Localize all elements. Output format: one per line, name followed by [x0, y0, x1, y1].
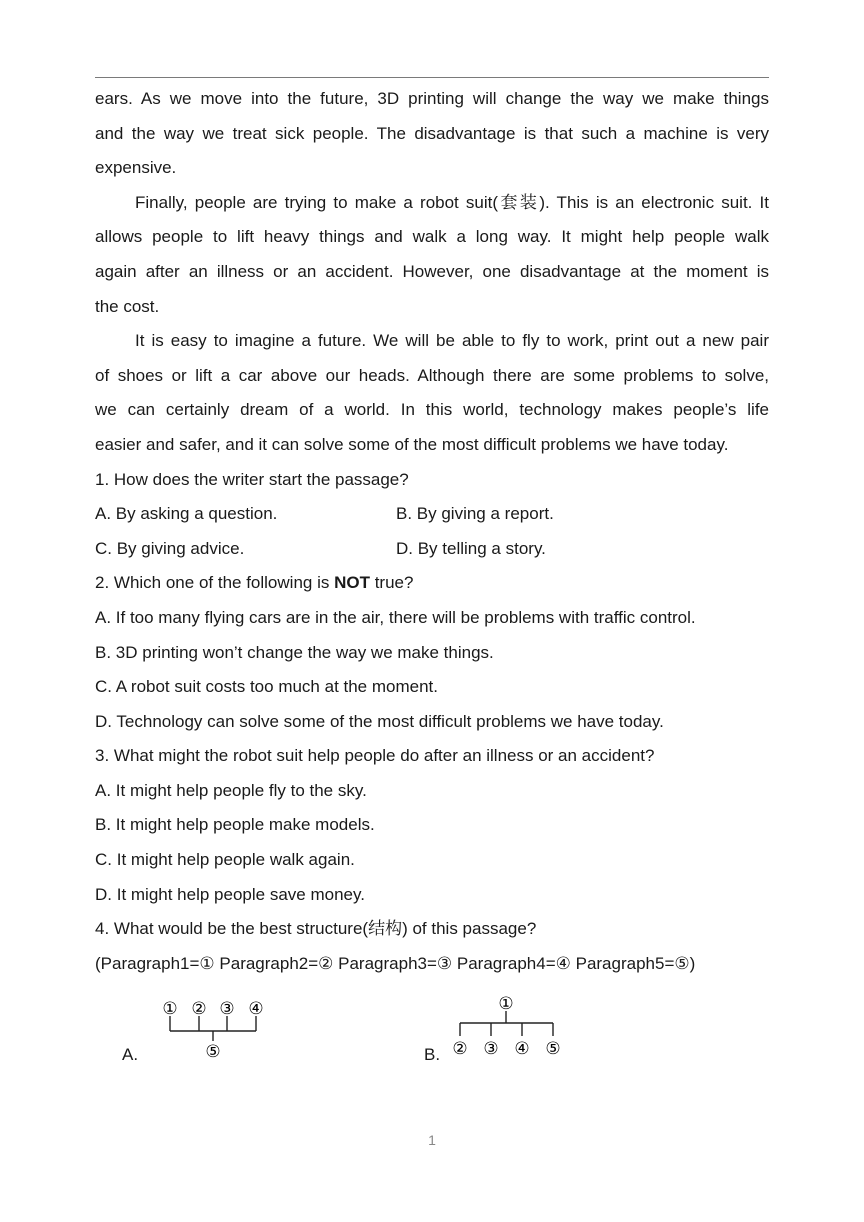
question-3-option-a: A. It might help people fly to the sky.	[95, 780, 367, 800]
question-1-options-row	[95, 532, 769, 567]
question-2-option-a: A. If too many flying cars are in the air, there will be problems with traffic control.	[95, 607, 696, 627]
question-2-option-b: B. 3D printing won’t change the way we make things.	[95, 642, 494, 662]
question-3-option-b: B. It might help people make models.	[95, 815, 375, 835]
diagram-a-node: ④	[248, 999, 264, 1019]
paragraph-1-line: expensive.	[95, 158, 177, 178]
paragraph-2-line: Finally, people are trying to make a robot suit(套装). This is an electronic suit. It	[135, 192, 769, 212]
paragraph-3-line: of shoes or lift a car above our heads. Although there are some problems to solve,	[95, 365, 769, 385]
header-rule	[95, 77, 769, 78]
page-number: 1	[428, 1132, 436, 1148]
paragraph-1-line: ears. As we move into the future, 3D printing will change the way we make things	[95, 89, 769, 108]
page-content	[95, 82, 769, 981]
diagram-a-node: ⑤	[205, 1042, 221, 1062]
question-3-stem: 3. What might the robot suit help people do after an illness or an accident?	[95, 746, 655, 766]
question-2-stem-pre: 2. Which one of the following is	[95, 573, 335, 593]
question-1-options-row	[95, 497, 769, 532]
diagram-b-node: ①	[498, 994, 514, 1014]
diagram-b-node: ③	[483, 1039, 499, 1059]
paragraph-2-line: again after an illness or an accident. However, one disadvantage at the moment is	[95, 261, 769, 281]
paragraph-3-line: It is easy to imagine a future. We will be able to fly to work, print out a new pair	[135, 331, 769, 351]
paragraph-2-line: allows people to lift heavy things and walk a long way. It might help people walk	[95, 227, 769, 247]
question-1-option-b: B. By giving a report.	[396, 504, 554, 524]
paragraph-3-line: we can certainly dream of a world. In this world, technology makes people’s life	[95, 400, 769, 420]
question-3-option-c: C. It might help people walk again.	[95, 850, 355, 870]
question-3-option-d: D. It might help people save money.	[95, 884, 365, 904]
question-2-stem-emphasis: NOT	[334, 573, 370, 593]
paragraph-1-line: and the way we treat sick people. The disadvantage is that such a machine is very	[95, 123, 769, 143]
structure-diagram-b	[448, 990, 572, 1062]
question-4-stem: 4. What would be the best structure(结构) of this passage?	[95, 919, 537, 939]
structure-diagram-a	[155, 994, 275, 1062]
question-2-stem-post: true?	[369, 573, 414, 593]
question-2-option-c: C. A robot suit costs too much at the moment.	[95, 677, 438, 697]
diagram-a-node: ②	[191, 999, 207, 1019]
paragraph-2-line: the cost.	[95, 296, 160, 316]
question-1-stem: 1. How does the writer start the passage?	[95, 469, 409, 489]
question-1-option-d: D. By telling a story.	[396, 538, 546, 558]
diagram-a-node: ①	[162, 999, 178, 1019]
question-4-legend: (Paragraph1=① Paragraph2=② Paragraph3=③ Paragraph4=④ Paragraph5=⑤)	[95, 953, 696, 973]
diagram-b-node: ⑤	[545, 1039, 561, 1059]
diagram-b-node: ④	[514, 1039, 530, 1059]
question-2-stem	[95, 566, 769, 601]
question-1-option-a: A. By asking a question.	[95, 504, 278, 524]
question-4-option-b-label: B.	[424, 1045, 441, 1064]
question-1-option-c: C. By giving advice.	[95, 538, 245, 558]
question-4-option-a-label: A.	[122, 1045, 139, 1064]
paragraph-3-line: easier and safer, and it can solve some of the most difficult problems we have today.	[95, 434, 729, 454]
question-2-option-d: D. Technology can solve some of the most difficult problems we have today.	[95, 711, 664, 731]
diagram-b-node: ②	[452, 1039, 468, 1059]
diagram-a-node: ③	[219, 999, 235, 1019]
